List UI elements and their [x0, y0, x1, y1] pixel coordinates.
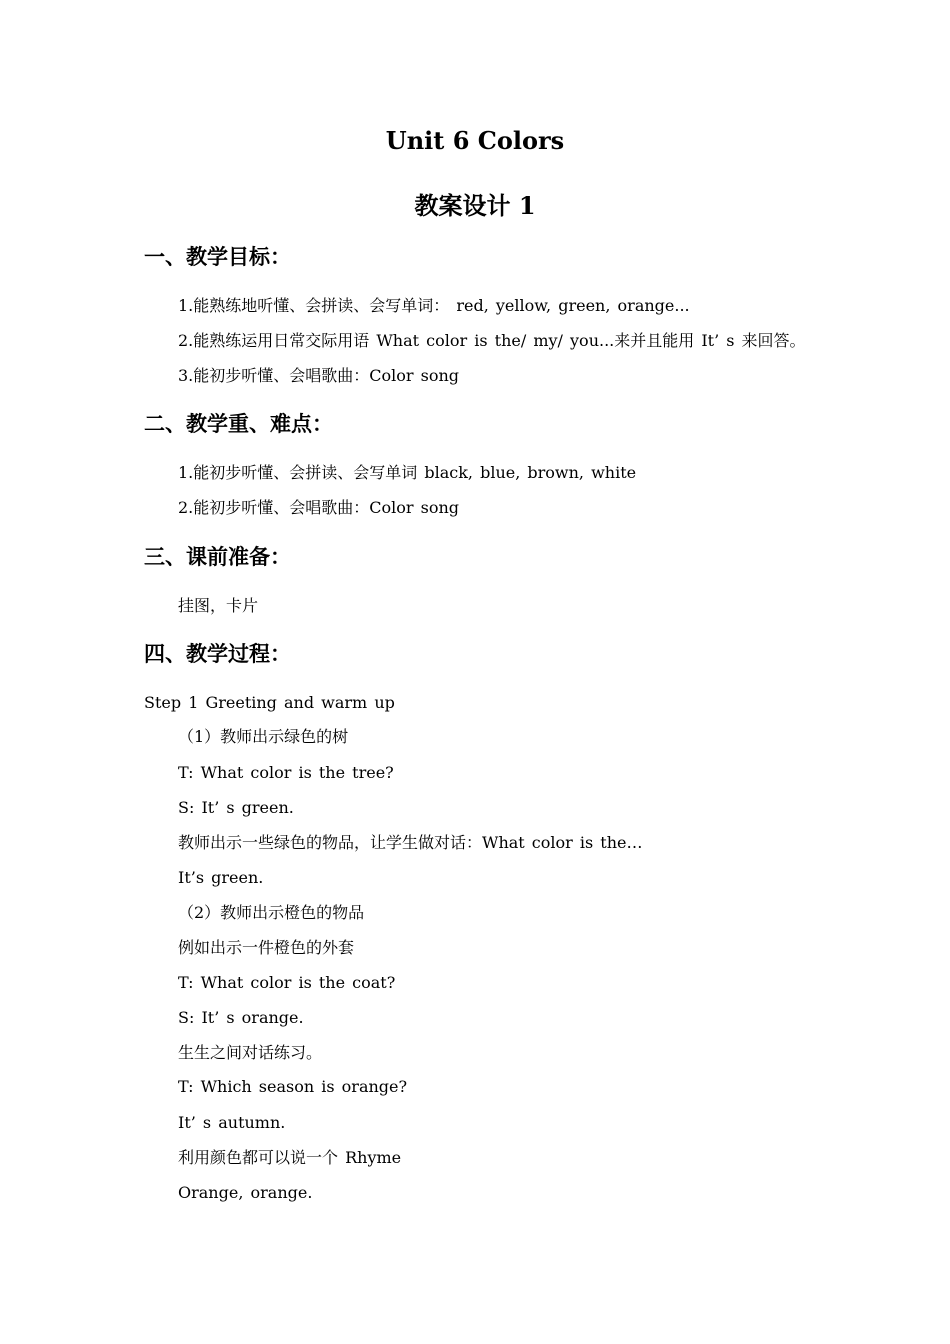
process-step-1: Step 1 Greeting and warm up [144, 693, 395, 712]
objective-item-2: 2.能熟练运用日常交际用语 What color is the/ my/ you...来并且能用 It’ s 来回答。 [178, 331, 806, 350]
section-heading-key-points: 二、教学重、难点： [144, 411, 333, 436]
document-subtitle: 教案设计 1 [414, 191, 536, 220]
process-line: （1）教师出示绿色的树 [178, 727, 349, 746]
objective-item-1: 1.能熟练地听懂、会拼读、会写单词： red, yellow, green, orange... [178, 296, 690, 315]
process-line: T: What color is the coat? [178, 973, 396, 992]
process-line: S: It’ s orange. [178, 1008, 304, 1027]
key-point-item-2: 2.能初步听懂、会唱歌曲：Color song [178, 498, 460, 517]
objective-item-3: 3.能初步听懂、会唱歌曲：Color song [178, 366, 460, 385]
process-line: It’s green. [178, 868, 264, 887]
process-line: （2）教师出示橙色的物品 [178, 903, 365, 922]
process-line: T: What color is the tree? [178, 763, 394, 782]
process-line: S: It’ s green. [178, 798, 294, 817]
process-line: Orange, orange. [178, 1183, 313, 1202]
key-point-item-1: 1.能初步听懂、会拼读、会写单词 black, blue, brown, white [178, 463, 637, 482]
document-title: Unit 6 Colors [385, 126, 565, 155]
section-heading-process: 四、教学过程： [144, 641, 291, 666]
section-heading-preparation: 三、课前准备： [144, 544, 291, 569]
process-line: It’ s autumn. [178, 1113, 286, 1132]
process-line: 生生之间对话练习。 [178, 1043, 323, 1062]
section-heading-objectives: 一、教学目标： [144, 244, 291, 269]
process-line: 教师出示一些绿色的物品，让学生做对话：What color is the… [178, 833, 643, 852]
process-line: 利用颜色都可以说一个 Rhyme [178, 1148, 402, 1167]
preparation-item-1: 挂图，卡片 [178, 596, 259, 615]
process-line: 例如出示一件橙色的外套 [178, 938, 355, 957]
process-line: T: Which season is orange? [178, 1077, 408, 1096]
